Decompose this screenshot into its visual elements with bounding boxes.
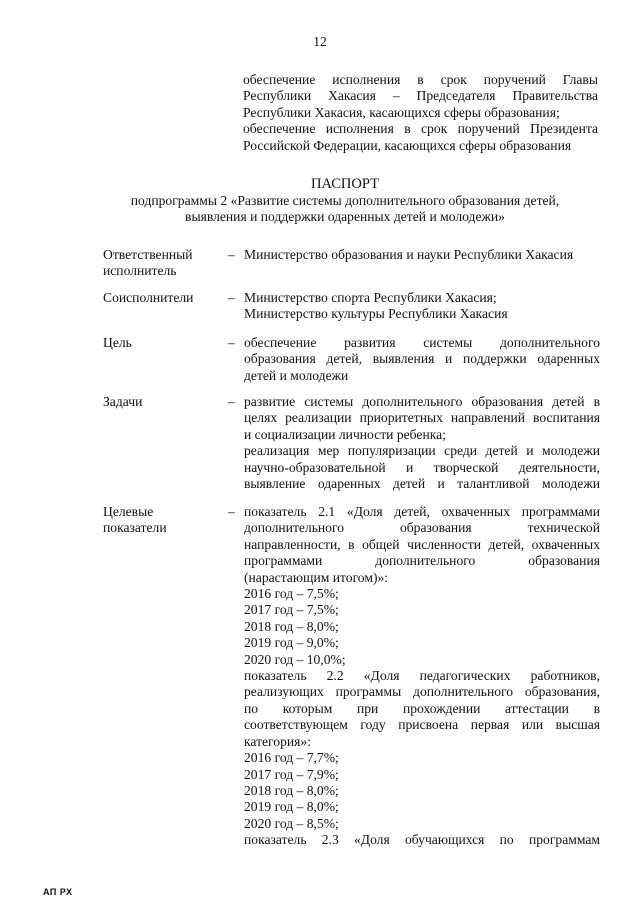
row-dash: –: [228, 247, 235, 262]
row-value-line: (нарастающим итогом)»:: [244, 569, 389, 585]
row-value-line: детей и молодежи: [244, 367, 349, 383]
intro-line: Республики Хакасия – Председателя Правительства: [243, 88, 598, 104]
row-value-line: 2016 год – 7,7%;: [244, 750, 339, 766]
row-label: [103, 394, 223, 410]
row-value-line: образования детей, выявления и поддержки одаренных: [244, 351, 600, 367]
row-value-line: Министерство культуры Республики Хакасия: [244, 306, 508, 322]
row-value: [244, 247, 600, 263]
row-value-line: дополнительного образования технической: [244, 520, 600, 536]
row-dash: –: [228, 504, 235, 519]
row-value-line: и социализации личности ребенка;: [244, 426, 446, 442]
row-value-line: показатель 2.2 «Доля педагогических работников,: [244, 668, 600, 684]
row-value-line: 2017 год – 7,9%;: [244, 766, 339, 782]
row-value-line: 2018 год – 8,0%;: [244, 618, 339, 634]
footer-stamp: АП РХ: [43, 887, 73, 897]
intro-text-block: [243, 72, 598, 154]
passport-title: ПАСПОРТ: [311, 176, 379, 192]
intro-line: обеспечение исполнения в срок поручений Главы: [243, 72, 598, 87]
row-value-line: 2017 год – 7,5%;: [244, 602, 339, 618]
row-label-line: показатели: [103, 520, 167, 536]
row-label: [103, 335, 223, 351]
row-value: [244, 394, 600, 492]
row-label: [103, 290, 223, 306]
row-value-line: показатель 2.3 «Доля обучающихся по программам: [244, 832, 600, 848]
page-number: 12: [313, 34, 327, 49]
row-label-line: Ответственный: [103, 247, 193, 262]
intro-line: Республики Хакасия, касающихся сферы образования;: [243, 104, 560, 120]
row-value-line: 2020 год – 8,5%;: [244, 815, 339, 831]
row-value-line: развитие системы дополнительного образования детей в: [244, 394, 600, 409]
row-value: [244, 335, 600, 384]
row-value-line: реализующих программы дополнительного образования,: [244, 684, 600, 700]
intro-line: обеспечение исполнения в срок поручений Президента: [243, 121, 598, 137]
row-value-line: программами дополнительного образования: [244, 553, 600, 569]
row-value-line: обеспечение развития системы дополнительного: [244, 335, 600, 350]
row-label: [103, 504, 223, 537]
row-label-line: исполнитель: [103, 263, 177, 279]
row-dash: –: [228, 335, 235, 350]
row-dash: –: [228, 290, 235, 305]
row-value-line: выявление одаренных детей и талантливой молодежи: [244, 476, 600, 492]
row-value-line: 2020 год – 10,0%;: [244, 651, 346, 667]
row-label: [103, 247, 223, 280]
row-value-line: научно-образовательной и творческой деятельности,: [244, 459, 600, 475]
row-value: [244, 504, 600, 849]
row-label-line: Цель: [103, 335, 132, 350]
intro-line: Российской Федерации, касающихся сферы образования: [243, 137, 572, 153]
row-value-line: 2016 год – 7,5%;: [244, 586, 339, 602]
row-value-line: целях реализации приоритетных направлений воспитания: [244, 410, 600, 426]
row-value-line: направленности, в общей численности детей, охваченных: [244, 536, 600, 552]
row-value-line: категория»:: [244, 733, 311, 749]
subtitle-line: выявления и поддержки одаренных детей и молодежи»: [185, 209, 505, 225]
passport-subtitle: [0, 193, 640, 226]
row-label-line: Соисполнители: [103, 290, 194, 305]
subtitle-line: подпрограммы 2 «Развитие системы дополнительного образования детей,: [130, 193, 560, 208]
row-value: [244, 290, 600, 323]
row-value-line: по которым при прохождении аттестации в: [244, 700, 600, 716]
row-label-line: Задачи: [103, 394, 143, 409]
row-value-line: 2019 год – 9,0%;: [244, 635, 339, 651]
row-value-line: 2019 год – 8,0%;: [244, 799, 339, 815]
row-value-line: реализация мер популяризации среди детей и молодежи: [244, 443, 600, 459]
row-value-line: Министерство спорта Республики Хакасия;: [244, 290, 497, 305]
row-dash: –: [228, 394, 235, 409]
row-value-line: показатель 2.1 «Доля детей, охваченных программами: [244, 504, 600, 519]
row-label-line: Целевые: [103, 504, 154, 519]
row-value-line: соответствующем году присвоена первая или высшая: [244, 717, 600, 733]
row-value-line: Министерство образования и науки Республики Хакасия: [244, 247, 574, 262]
row-value-line: 2018 год – 8,0%;: [244, 782, 339, 798]
